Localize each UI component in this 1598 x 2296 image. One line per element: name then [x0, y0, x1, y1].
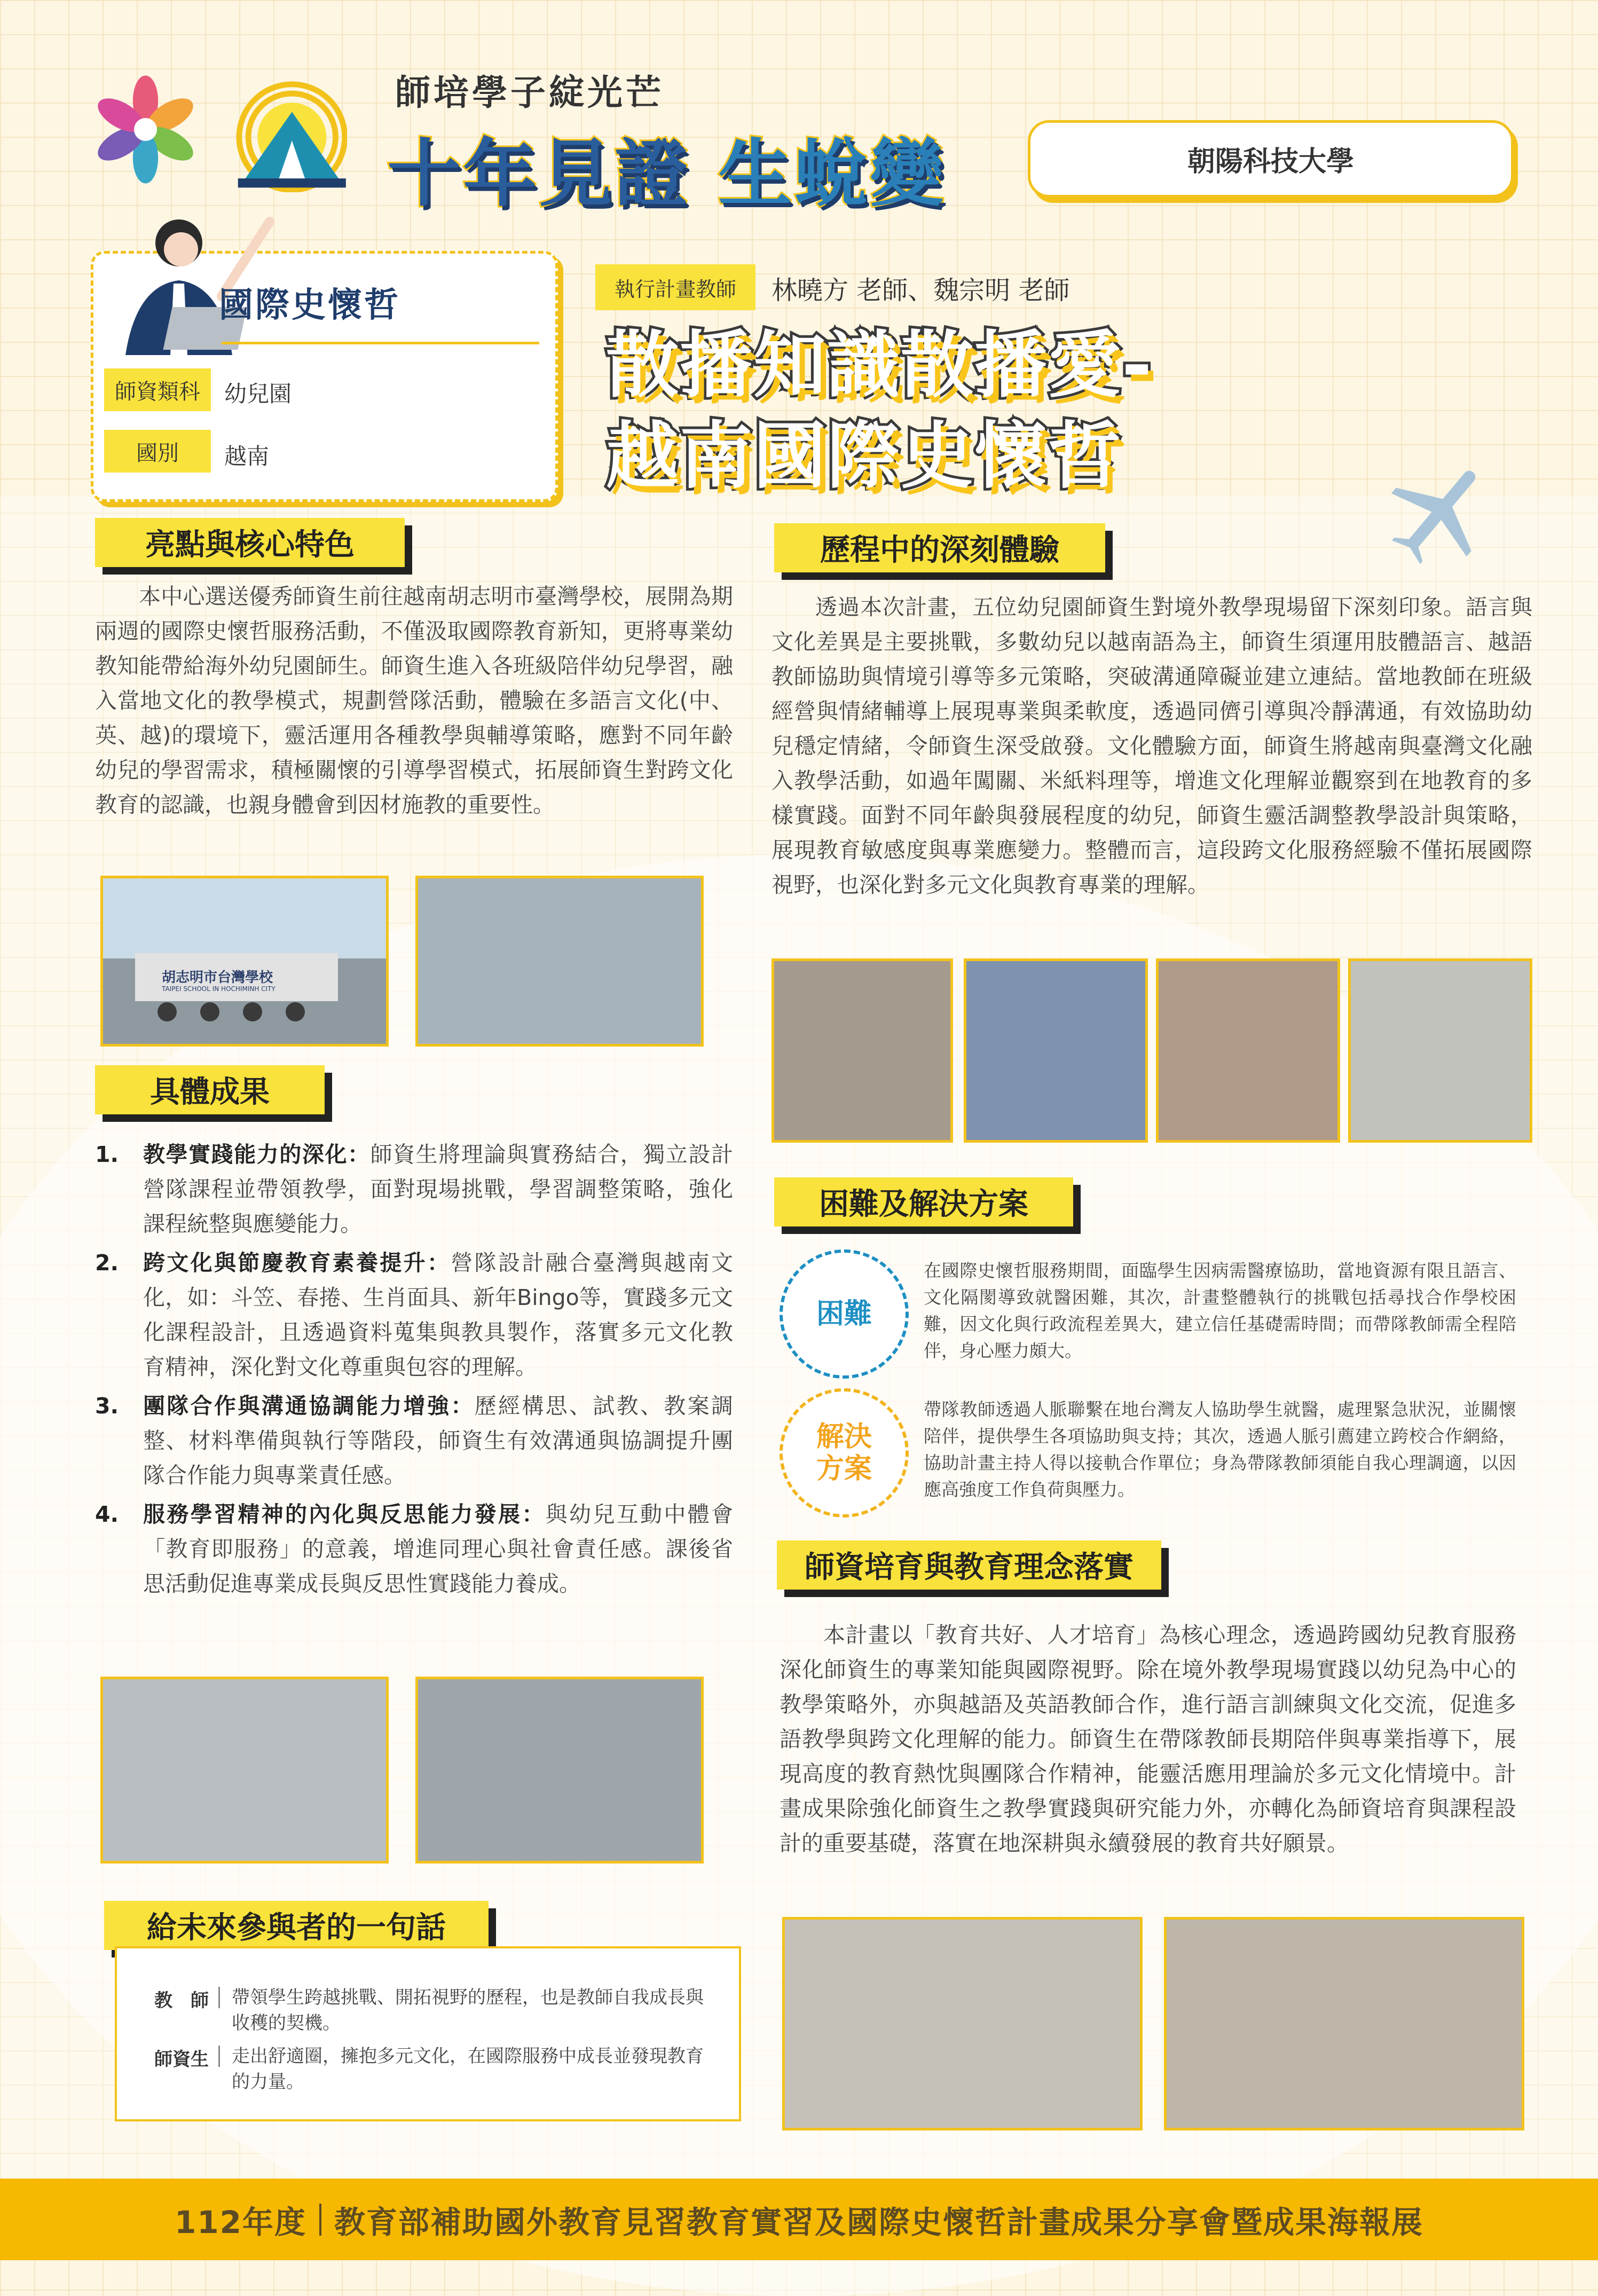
- photo-sign-text: 胡志明市台灣學校: [162, 970, 273, 986]
- solution-label-line2: 方案: [816, 1453, 872, 1485]
- student-quote: 走出舒適圈，擁抱多元文化，在國際服務中成長並發現教育的力量。: [232, 2046, 704, 2093]
- section-header-difficulty: 困難及解決方案: [774, 1177, 1073, 1226]
- photo-group-classroom: [782, 1917, 1143, 2130]
- photo-airport-group: [415, 876, 704, 1047]
- result-item: [95, 1246, 733, 1385]
- highlights-body: 本中心選送優秀師資生前往越南胡志明市臺灣學校，展開為期兩週的國際史懷哲服務活動，不僅汲取國際教育新知，更將專業幼教知能帶給海外幼兒園師生。師資生進入各班級陪伴幼兒學習，融入當地文化的教學模式，規劃營隊活動，體驗在多語言文化(中、英、越)的環境下，靈活運用各種教學與輔導策略，應對不同年齡幼兒的學習需求，積極關懷的引導學習模式，拓展師資生對跨文化教育的認識，也親身體會到因材施教的重要性。: [95, 584, 733, 817]
- teacher-label: 教 師: [154, 1990, 209, 2011]
- result-heading: 教學實踐能力的深化：: [143, 1142, 371, 1167]
- photo-classroom-activity: [100, 1677, 389, 1863]
- footer-divider: [319, 2204, 321, 2236]
- result-text: 營隊設計融合臺灣與越南文化，如：斗笠、春捲、生肖面具、新年Bingo等，實踐多元文化課程設計，且透過資料蒐集與教具製作，落實多元文化教育精神，深化對文化尊重與包容的理解。: [143, 1250, 734, 1380]
- result-number: 2.: [95, 1250, 119, 1276]
- result-heading: 服務學習精神的內化與反思能力發展：: [143, 1501, 546, 1527]
- exec-teacher-tag: 執行計畫教師: [595, 264, 755, 310]
- main-title-line2: 越南國際史懷哲: [606, 414, 1122, 499]
- difficulty-text: 在國際史懷哲服務期間，面臨學生因病需醫療協助，當地資源有限且語言、文化隔閡導致就醫困難，其次，計畫整體執行的挑戰包括尋找合作學校困難，因文化與行政流程差異大，建立信任基礎需時間；而帶隊教師需全程陪伴，身心壓力頗大。: [924, 1260, 1516, 1361]
- header-title-part2: 生蛻變: [718, 131, 946, 217]
- photo-children-hallway: [415, 1677, 704, 1863]
- main-title-line1: 散播知識散播愛-: [606, 324, 1153, 408]
- card-divider: [222, 342, 539, 344]
- footer-bar: [0, 2179, 1598, 2260]
- experience-body: 透過本次計畫，五位幼兒園師資生對境外教學現場留下深刻印象。語言與文化差異是主要挑戰，多數幼兒以越南語為主，師資生須運用肢體語言、越語教師協助與情境引導等多元策略，突破溝通障礙並建立連結。當地教師在班級經營與情緒輔導上展現專業與柔軟度，透過同儕引導與冷靜溝通，有效協助幼兒穩定情緒，令師資生深受啟發。文化體驗方面，師資生將越南與臺灣文化融入教學活動，如過年闖關、米紙料理等，增進文化理解並觀察到在地教育的多樣實踐。面對不同年齡與發展程度的幼兒，師資生靈活調整教學設計與策略，展現教育敏感度與專業應變力。整體而言，這段跨文化服務經驗不僅拓展國際視野，也深化對多元文化與教育專業的理解。: [772, 594, 1532, 898]
- result-item: [95, 1389, 733, 1493]
- label-divider: [218, 1987, 220, 2008]
- photo-teachers-performing: [1348, 958, 1532, 1143]
- result-number: 3.: [95, 1393, 119, 1419]
- result-number: 4.: [95, 1501, 119, 1527]
- cultivation-body: 本計畫以「教育共好、人才培育」為核心理念，透過跨國幼兒教育服務深化師資生的專業知能與國際視野。除在境外教學現場實踐以幼兒為中心的教學策略外，亦與越語及英語教師合作，進行語言訓練與文化交流，促進多語教學與跨文化理解的能力。師資生在帶隊教師長期陪伴與專業指導下，展現高度的教育熱忱與團隊合作精神，能靈活應用理論於多元文化情境中。計畫成果除強化師資生之教學實踐與研究能力外，亦轉化為師資培育與課程設計的重要基礎，落實在地深耕與永續發展的教育共好願景。: [780, 1622, 1516, 1856]
- section-header-experience: 歷程中的深刻體驗: [774, 523, 1105, 572]
- result-item: [95, 1137, 733, 1241]
- label-divider: [218, 2046, 220, 2067]
- footer-text: 教育部補助國外教育見習教育實習及國際史懷哲計畫成果分享會暨成果海報展: [334, 2204, 1424, 2240]
- country-value: 越南: [224, 443, 270, 469]
- header-title-part1: 十年見證: [387, 131, 691, 217]
- solution-label-line1: 解決: [816, 1421, 872, 1453]
- result-text: 與幼兒互動中體會「教育即服務」的意義，增進同理心與社會責任感。課後省思活動促進專業成長與反思性實踐能力養成。: [143, 1501, 734, 1597]
- result-item: [95, 1497, 733, 1601]
- result-text: 歷經構思、試教、教案調整、材料準備與執行等階段，師資生有效溝通與協調提升團隊合作能力與專業責任感。: [143, 1393, 734, 1488]
- teacher-category-tag: 師資類科: [104, 368, 211, 411]
- teacher-category-value: 幼兒園: [224, 381, 292, 407]
- solution-text: 帶隊教師透過人脈聯繫在地台灣友人協助學生就醫，處理緊急狀況，並關懷陪伴，提供學生各項協助與支持；其次，透過人脈引薦建立跨校合作網絡，協助計畫主持人得以接軌合作單位；身為帶隊教師須能自我心理調適，以因應高強度工作負荷與壓力。: [924, 1399, 1516, 1500]
- university-name: 朝陽科技大學: [1028, 120, 1514, 198]
- results-list: [95, 1137, 733, 1606]
- header-subtitle: 師培學子綻光芒: [395, 72, 664, 113]
- section-header-words: 給未來參與者的一句話: [104, 1901, 489, 1950]
- photo-teaching-materials: [772, 958, 953, 1143]
- difficulty-badge: 困難: [780, 1249, 909, 1379]
- result-number: 1.: [95, 1142, 119, 1167]
- header-title: [387, 115, 946, 221]
- student-label: 師資生: [154, 2049, 209, 2070]
- words-box: [115, 1946, 741, 2121]
- main-title: [606, 320, 1153, 502]
- photo-cultural-activity: [1156, 958, 1340, 1143]
- section-header-highlights: 亮點與核心特色: [95, 518, 405, 567]
- photo-school-gate: [100, 876, 389, 1047]
- exec-teacher-names: 林曉方 老師、魏宗明 老師: [772, 276, 1070, 305]
- airplane-icon: [1380, 449, 1503, 571]
- solution-badge: [780, 1388, 909, 1517]
- teacher-quote: 帶領學生跨越挑戰、開拓視野的歷程，也是教師自我成長與收穫的契機。: [232, 1987, 704, 2034]
- country-tag: 國別: [104, 430, 211, 473]
- photo-food-activity: [1164, 1917, 1524, 2130]
- result-text: 師資生將理論與實務結合，獨立設計營隊課程並帶領教學，面對現場挑戰，學習調整策略，強化課程統整與應變能力。: [143, 1142, 734, 1237]
- flower-logo-icon: [88, 72, 203, 187]
- result-heading: 跨文化與節慶教育素養提升：: [143, 1250, 451, 1276]
- section-header-results: 具體成果: [95, 1065, 325, 1114]
- footer-year: 112年度: [174, 2204, 307, 2240]
- mountain-sun-logo-icon: [232, 77, 347, 192]
- program-title: 國際史懷哲: [219, 286, 400, 325]
- section-header-cultivation: 師資培育與教育理念落實: [777, 1540, 1161, 1590]
- photo-school-assembly: [964, 958, 1148, 1143]
- photo-sign-text-en: TAIPEI SCHOOL IN HOCHIMINH CITY: [162, 985, 275, 993]
- result-heading: 團隊合作與溝通協調能力增強：: [143, 1393, 475, 1419]
